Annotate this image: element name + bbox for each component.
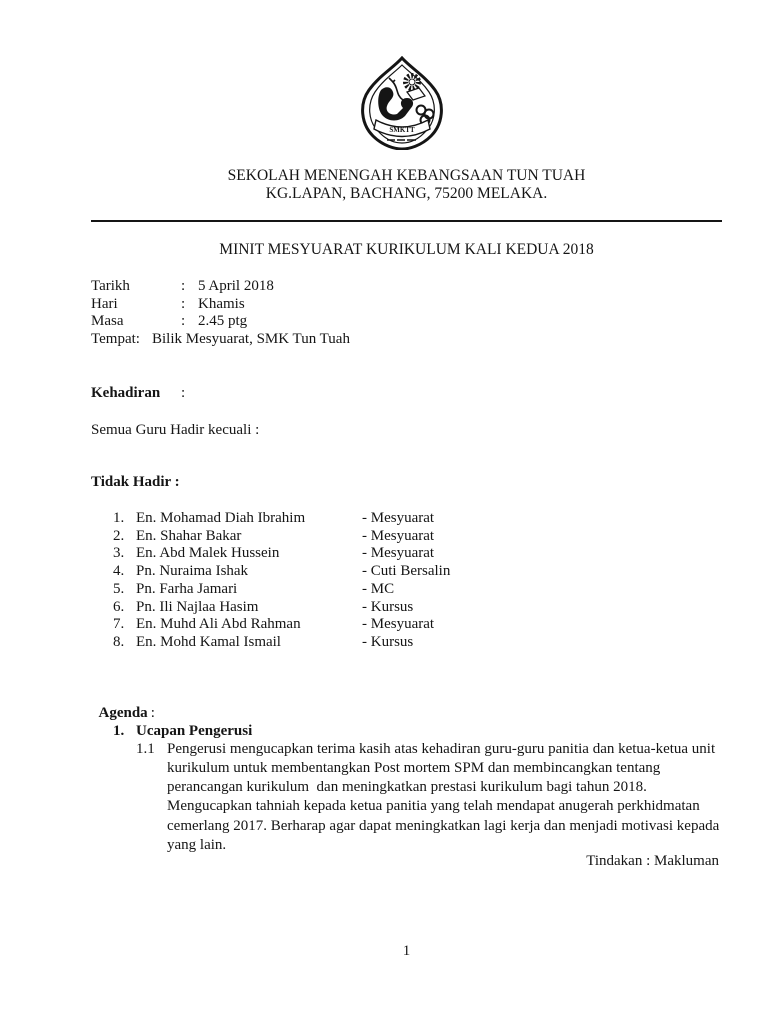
document-title: MINIT MESYUARAT KURIKULUM KALI KEDUA 2018 [219, 241, 594, 258]
attendance-heading: Kehadiran [91, 385, 161, 401]
list-item-number: 4. [113, 563, 125, 579]
list-item-number: 7. [113, 616, 125, 632]
list-item-name: Pn. Farha Jamari [136, 581, 238, 597]
list-item-reason: - MC [362, 581, 395, 597]
school-logo [359, 56, 445, 150]
day-separator: : [181, 296, 186, 312]
list-item-number: 3. [113, 545, 125, 561]
agenda-separator: : [150, 705, 155, 721]
list-item-number: 5. [113, 581, 125, 597]
list-item-name: En. Mohd Kamal Ismail [136, 634, 281, 650]
paragraph-line: perancangan kurikulum dan meningkatkan prestasi kurikulum bagi tahun 2018. [167, 779, 647, 795]
attendance-separator: : [181, 385, 186, 401]
action-note: Tindakan : Makluman [586, 853, 719, 869]
agenda-heading: Agenda [98, 705, 148, 721]
list-item-name: Pn. Ili Najlaa Hasim [136, 599, 259, 615]
day-label: Hari [91, 296, 118, 312]
paragraph-line: cemerlang 2017. Berharap agar dapat meningkatkan lagi kerja dan menjadi motivasi kepada [167, 818, 720, 834]
list-item-name: En. Shahar Bakar [136, 528, 242, 544]
logo-banner-text: SMKTT [389, 126, 415, 134]
agenda-heading-line [91, 686, 155, 722]
agenda-item-number: 1. [113, 723, 125, 739]
list-item-number: 6. [113, 599, 125, 615]
list-item-name: En. Mohamad Diah Ibrahim [136, 510, 306, 526]
paragraph-line: yang lain. [167, 837, 227, 853]
school-address: KG.LAPAN, BACHANG, 75200 MELAKA. [265, 185, 548, 202]
list-item-number: 1. [113, 510, 125, 526]
list-item-reason: - Mesyuarat [362, 616, 435, 632]
date-value: 5 April 2018 [198, 278, 274, 294]
time-label: Masa [91, 313, 124, 329]
time-separator: : [181, 313, 186, 329]
date-separator: : [181, 278, 186, 294]
place-value: Bilik Mesyuarat, SMK Tun Tuah [152, 331, 350, 347]
attendance-note: Semua Guru Hadir kecuali : [91, 422, 260, 438]
list-item-name: En. Muhd Ali Abd Rahman [136, 616, 301, 632]
list-item-reason: - Cuti Bersalin [362, 563, 451, 579]
paragraph-line: Pengerusi mengucapkan terima kasih atas kehadiran guru-guru panitia dan ketua-ketua unit [167, 741, 716, 757]
date-label: Tarikh [91, 278, 130, 294]
list-item-reason: - Kursus [362, 634, 414, 650]
list-item-reason: - Mesyuarat [362, 510, 435, 526]
paragraph-line: Mengucapkan tahniah kepada ketua panitia yang telah mendapat anugerah perkhidmatan [167, 798, 700, 814]
list-item-reason: - Mesyuarat [362, 545, 435, 561]
logo-gear-hub [409, 79, 415, 85]
agenda-item-title: Ucapan Pengerusi [136, 723, 253, 739]
list-item-name: En. Abd Malek Hussein [136, 545, 280, 561]
header-divider [91, 220, 722, 222]
time-value: 2.45 ptg [198, 313, 248, 329]
list-item-number: 8. [113, 634, 125, 650]
place-label: Tempat: [91, 331, 140, 347]
list-item-reason: - Mesyuarat [362, 528, 435, 544]
school-name: SEKOLAH MENENGAH KEBANGSAAN TUN TUAH [227, 167, 586, 184]
day-value: Khamis [198, 296, 245, 312]
list-item-reason: - Kursus [362, 599, 414, 615]
paragraph-line: kurikulum untuk membentangkan Post mortem SPM dan membincangkan tentang [167, 760, 661, 776]
agenda-subitem-number: 1.1 [136, 741, 155, 757]
list-item-number: 2. [113, 528, 125, 544]
page-number: 1 [402, 943, 411, 959]
absent-heading: Tidak Hadir : [91, 474, 180, 490]
list-item-name: Pn. Nuraima Ishak [136, 563, 249, 579]
